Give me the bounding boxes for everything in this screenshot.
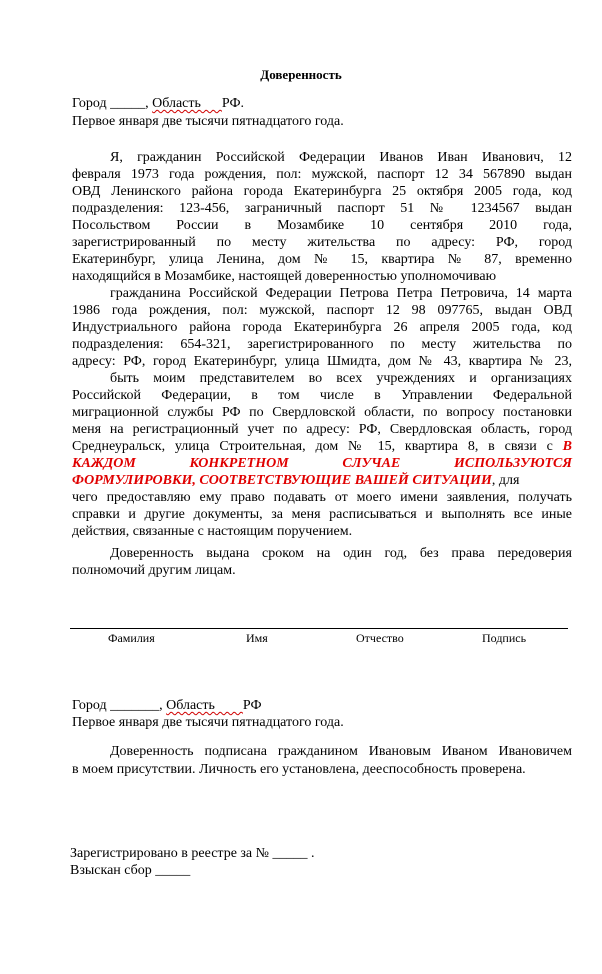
body-line: меня на регистрационный учет по адресу: РФ, Свердловская область, город <box>72 422 572 437</box>
body-line: февраля 1973 года рождения, пол: мужской, паспорт 12 34 567890 выдан <box>72 167 572 182</box>
body-line: Посольством России в Мозамбике 10 сентября 2010 года, <box>72 218 572 233</box>
body-line: Российской Федерации, в том числе в Управлении Федеральной <box>72 388 572 403</box>
highlight-placeholder: В <box>562 439 573 454</box>
highlight-placeholder: КАЖДОМ КОНКРЕТНОМ СЛУЧАЕ ИСПОЛЬЗУЮТСЯ <box>72 456 572 471</box>
body-line: чего предоставляю ему право подавать от моего имени заявления, получать <box>72 490 572 505</box>
registry-line: Зарегистрировано в реестре за № _____ . <box>70 846 315 861</box>
body-line: 1986 года рождения, пол: мужской, паспорт 12 98 097765, выдан ОВД <box>72 303 572 318</box>
body-line: Екатеринбург, улица Ленина, дом № 15, квартира № 87, временно <box>72 252 572 267</box>
document-title: Доверенность <box>260 67 342 82</box>
body-line: зарегистрированный по месту жительства по адресу: РФ, город <box>72 235 572 250</box>
city-label: Город <box>72 698 107 713</box>
country-label: РФ. <box>221 96 245 111</box>
body-line: миграционной службы РФ по Свердловской области, по вопросу постановки <box>72 405 572 420</box>
caption-patronymic: Отчество <box>356 631 404 645</box>
notary-line: Доверенность подписана гражданином Ивановым Иваном Ивановичем <box>110 744 572 759</box>
city-region-line: Город _______, Область РФ <box>72 698 262 713</box>
city-region-line: Город _____, Область РФ. <box>72 96 245 111</box>
body-line: находящийся в Мозамбике, настоящей доверенностью уполномочиваю <box>72 269 497 284</box>
region-label: Область <box>166 698 215 713</box>
body-line: быть моим представителем во всех учреждениях и организациях <box>110 371 572 386</box>
caption-surname: Фамилия <box>108 631 155 645</box>
validity-line: полномочий другим лицам. <box>72 563 236 578</box>
issue-date: Первое января две тысячи пятнадцатого года. <box>72 114 344 129</box>
body-line: адресу: РФ, город Екатеринбург, улица Шмидта, дом № 43, квартира № 23, <box>72 354 572 369</box>
signature-line <box>70 628 568 629</box>
body-line: Я, гражданин Российской Федерации Иванов Иван Иванович, 12 <box>110 150 572 165</box>
body-line: подразделения: 654-321, зарегистрированного по месту жительства по <box>72 337 572 352</box>
caption-signature: Подпись <box>482 631 527 645</box>
city-label: Город <box>72 96 107 111</box>
body-line: ФОРМУЛИРОВКИ, СООТВЕТСТВУЮЩИЕ ВАШЕЙ СИТУАЦИИ, для <box>72 473 520 488</box>
country-label: РФ <box>242 698 262 713</box>
fee-line: Взыскан сбор _____ <box>70 863 191 878</box>
highlight-placeholder: ФОРМУЛИРОВКИ, СООТВЕТСТВУЮЩИЕ ВАШЕЙ СИТУАЦИИ <box>72 473 492 488</box>
issue-date: Первое января две тысячи пятнадцатого года. <box>72 715 344 730</box>
notary-line: в моем присутствии. Личность его установлена, дееспособность проверена. <box>72 762 526 777</box>
caption-name: Имя <box>246 631 268 645</box>
body-line: подразделения: 123-456, заграничный паспорт 51 № 1234567 выдан <box>72 201 572 216</box>
body-line: Среднеуральск, улица Строительная, дом № 15, квартира 8, в связи с В <box>72 439 573 454</box>
city-blank: _______ <box>110 698 160 713</box>
validity-line: Доверенность выдана сроком на один год, без права передоверия <box>110 546 572 561</box>
body-line: справки и другие документы, за меня расписываться и выполнять все иные <box>72 507 572 522</box>
body-line: гражданина Российской Федерации Петрова Петра Петровича, 14 марта <box>110 286 572 301</box>
body-line: действия, связанные с настоящим поручением. <box>72 524 353 539</box>
body-line: Индустриального района города Екатеринбурга 26 апреля 2005 года, код <box>72 320 572 335</box>
region-label: Область <box>152 96 201 111</box>
body-line: ОВД Ленинского района города Екатеринбурга 25 октября 2005 года, код <box>72 184 572 199</box>
city-blank: _____ <box>110 96 146 111</box>
